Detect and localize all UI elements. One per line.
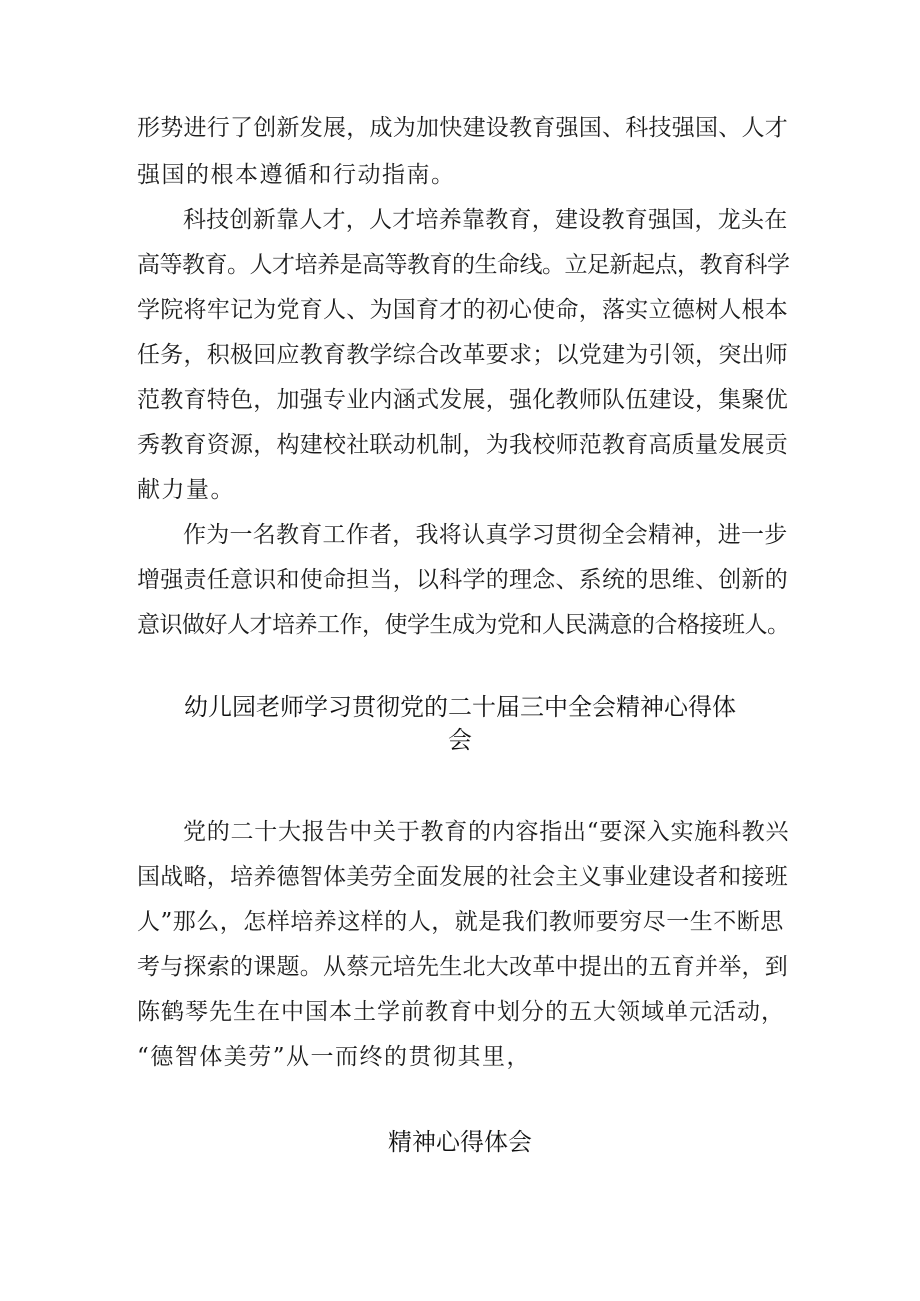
paragraph-line: 高等教育。人才培养是高等教育的生命线。立足新起点，教育科学 bbox=[137, 252, 790, 278]
article-title: 精神心得体会 bbox=[388, 1128, 532, 1156]
paragraph-line: 范教育特色，加强专业内涵式发展，强化教师队伍建设，集聚优 bbox=[137, 387, 788, 413]
paragraph-line: 学院将牢记为党育人、为国育才的初心使命，落实立德树人根本 bbox=[137, 297, 788, 323]
paragraph-line: 党的二十大报告中关于教育的内容指出“要深入实施科教兴 bbox=[183, 819, 790, 845]
paragraph-line: 强国的根本遵循和行动指南。 bbox=[137, 162, 456, 188]
paragraph-line: 人”那么，怎样培养这样的人，就是我们教师要穷尽一生不断思 bbox=[137, 909, 784, 935]
paragraph-line: “德智体美劳”从一而终的贯彻其里， bbox=[137, 1044, 532, 1070]
article-title-continued: 会 bbox=[448, 726, 472, 754]
paragraph-line: 陈鹤琴先生在中国本土学前教育中划分的五大领域单元活动， bbox=[137, 999, 785, 1025]
paragraph-line: 增强责任意识和使命担当，以科学的理念、系统的思维、创新的 bbox=[137, 567, 788, 593]
paragraph-line: 考与探索的课题。从蔡元培先生北大改革中提出的五育并举，到 bbox=[137, 954, 788, 980]
paragraph-line: 秀教育资源，构建校社联动机制，为我校师范教育高质量发展贡 bbox=[137, 432, 788, 458]
paragraph-line: 作为一名教育工作者，我将认真学习贯彻全会精神，进一步 bbox=[183, 522, 788, 548]
article-title: 幼儿园老师学习贯彻党的二十届三中全会精神心得体 bbox=[184, 693, 736, 721]
paragraph-line: 形势进行了创新发展，成为加快建设教育强国、科技强国、人才 bbox=[137, 115, 788, 141]
paragraph-line: 科技创新靠人才，人才培养靠教育，建设教育强国，龙头在 bbox=[183, 207, 788, 233]
paragraph-line: 献力量。 bbox=[137, 477, 235, 503]
paragraph-line: 意识做好人才培养工作，使学生成为党和人民满意的合格接班人。 bbox=[137, 612, 790, 638]
paragraph-line: 国战略，培养德智体美劳全面发展的社会主义事业建设者和接班 bbox=[137, 864, 788, 890]
paragraph-line: 任务，积极回应教育教学综合改革要求；以党建为引领，突出师 bbox=[137, 342, 788, 368]
